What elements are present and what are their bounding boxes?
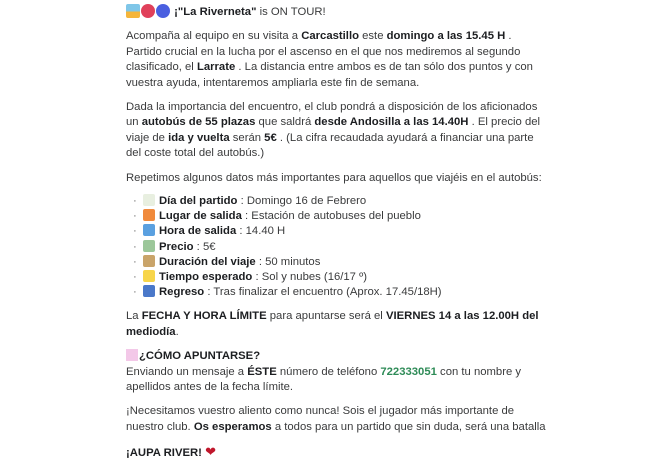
text: este <box>358 30 387 43</box>
list-intro <box>126 171 546 186</box>
text: . <box>175 325 179 338</box>
item-label: Duración del viaje <box>159 255 256 268</box>
text: . <box>505 30 512 43</box>
text: Repetimos algunos datos más importantes para aquellos que viajéis en el autobús: <box>126 171 542 184</box>
heart-icon: ❤ <box>205 444 216 460</box>
bus-icon <box>126 4 140 18</box>
text: La <box>126 310 142 323</box>
list-item <box>133 285 546 300</box>
bold-text: Os esperamos <box>193 420 272 433</box>
post-title <box>126 4 546 20</box>
bold-text: ida y vuelta <box>168 131 230 144</box>
bullet: · <box>133 240 137 253</box>
item-value: : 5€ <box>193 240 216 253</box>
item-value: : 50 minutos <box>255 255 321 268</box>
text: Enviando un mensaje a <box>126 365 248 378</box>
bold-text: ¡"La Riverneta" <box>174 6 257 18</box>
return-arrow-icon <box>143 285 155 297</box>
bullet: · <box>133 271 137 283</box>
bullet: · <box>133 195 137 208</box>
hourglass-icon <box>143 255 155 267</box>
money-icon <box>143 240 155 252</box>
item-label: Precio <box>159 240 194 253</box>
item-value: : Sol y nubes (16/17 º) <box>252 271 367 283</box>
bold-text: autobús de 55 plazas <box>141 116 256 129</box>
how-to-heading: ¿CÓMO APUNTARSE? <box>126 349 546 364</box>
list-item <box>133 194 546 209</box>
how-to-paragraph <box>126 365 546 396</box>
bold-text: Larrate <box>196 61 236 74</box>
list-item <box>133 209 546 224</box>
text: is ON TOUR! <box>256 6 326 18</box>
phone-number: 722333051 <box>380 365 437 378</box>
text: a todos para un partido que sin duda, será una batalla <box>271 420 546 433</box>
alarm-clock-icon <box>143 224 155 236</box>
bold-text: FECHA Y HORA LÍMITE <box>141 310 267 323</box>
item-label: Día del partido <box>159 195 238 208</box>
post-body <box>126 4 546 462</box>
list-item <box>133 240 546 255</box>
text: Partido crucial en la lucha por el ascenso en el que nos mediremos al segundo clasificado, el <box>126 45 521 74</box>
text: serán <box>229 131 265 144</box>
text: . El precio del viaje de <box>126 116 541 144</box>
text: . (La cifra recaudada ayudará a financiar una parte del coste total del autobús.) <box>126 131 534 160</box>
bus-stop-icon <box>143 209 155 221</box>
text: con tu nombre y apellidos antes de la fecha límite. <box>126 365 522 393</box>
bullet: · <box>133 286 137 299</box>
intro-paragraph <box>126 29 546 91</box>
text: Dada la importancia del encuentro, el club pondrá a disposición de los aficionados un <box>126 101 538 129</box>
closing-paragraph <box>126 404 546 435</box>
sun-cloud-icon <box>143 270 155 282</box>
text: número de teléfono <box>276 365 381 378</box>
item-label: Hora de salida <box>159 225 237 238</box>
bold-text: Carcastillo <box>301 30 359 43</box>
calendar-icon <box>143 194 155 206</box>
item-value: : Estación de autobuses del pueblo <box>241 210 421 223</box>
red-circle-icon <box>141 4 155 18</box>
item-value: : Domingo 16 de Febrero <box>237 195 367 208</box>
info-list <box>126 194 546 300</box>
deadline-paragraph <box>126 309 546 340</box>
bullet: · <box>133 210 137 223</box>
text: para apuntarse será el <box>266 310 386 323</box>
bus-paragraph <box>126 100 546 162</box>
bullet: · <box>133 225 137 238</box>
text: ¡Necesitamos vuestro aliento como nunca! Sois el jugador más importante de nuestro club. <box>126 405 515 433</box>
bold-text: domingo a las 15.45 H <box>386 30 506 43</box>
item-label: Regreso <box>159 286 205 299</box>
blue-circle-icon <box>156 4 170 18</box>
bold-text: 5€ <box>264 131 277 144</box>
bold-text: ÉSTE <box>247 365 277 378</box>
list-item <box>133 270 546 285</box>
bullet: · <box>133 255 137 268</box>
list-item <box>133 224 546 239</box>
closing-line: ¡AUPA RIVER! ❤ <box>126 444 216 460</box>
text: que saldrá <box>255 116 315 129</box>
bold-text: desde Andosilla a las 14.40H <box>314 116 469 129</box>
item-value: : 14.40 H <box>236 225 286 238</box>
text: . La distancia entre ambos es de tan sólo dos puntos y con vuestra ayuda, intentaremos ampliarla este fin de semana. <box>126 61 533 89</box>
item-value: : Tras finalizar el encuentro (Aprox. 17.45/18H) <box>204 286 442 299</box>
list-item <box>133 255 546 270</box>
memo-icon <box>126 349 138 361</box>
item-label: Lugar de salida <box>159 210 242 223</box>
bold-text: VIERNES 14 a las 12.00H del mediodía <box>126 310 539 338</box>
item-label: Tiempo esperado <box>159 271 253 283</box>
text: Acompaña al equipo en su visita a <box>126 30 302 43</box>
